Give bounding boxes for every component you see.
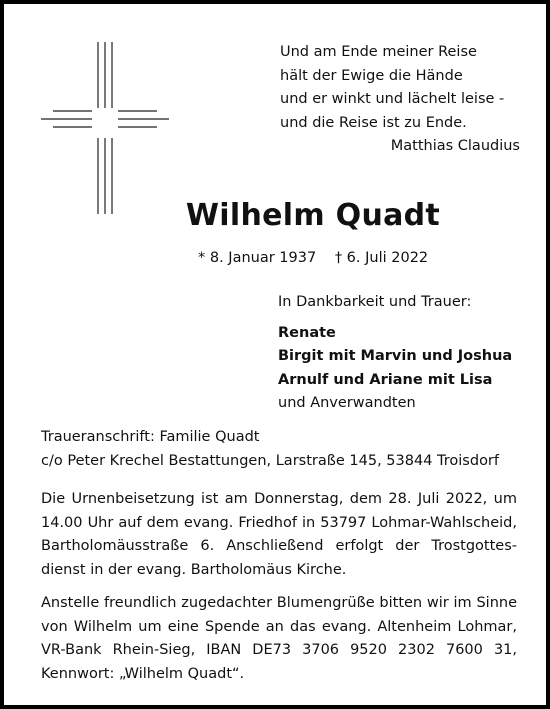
paragraph-line: dienst in der evang. Bartholomäus Kirche.: [41, 561, 347, 578]
paragraph-line: 14.00 Uhr auf dem evang. Friedhof in 53797 Lohmar-Wahlscheid,: [41, 514, 517, 531]
poem-line: Und am Ende meiner Reise: [280, 44, 477, 60]
paragraph-line: Kennwort: „Wilhelm Quadt“.: [41, 665, 245, 682]
paragraph-line: Anstelle freundlich zugedachter Blumengrüße bitten wir im Sinne: [41, 595, 517, 611]
mourner-name: Arnulf und Ariane mit Lisa: [278, 371, 493, 388]
poem-line: und er winkt und lächelt leise -: [280, 91, 505, 107]
mourner-name: Birgit mit Marvin und Joshua: [278, 348, 513, 364]
paragraph-line: von Wilhelm um eine Spende an das evang. Altenheim Lohmar,: [41, 618, 517, 635]
mourners-others: und Anverwandten: [278, 395, 416, 411]
cross-icon: [37, 42, 187, 214]
deceased-name: Wilhelm Quadt: [185, 198, 441, 233]
urn-burial-paragraph: [41, 488, 517, 582]
mourner-name: Renate: [278, 324, 336, 341]
poem: [280, 41, 520, 159]
death-date: † 6. Juli 2022: [334, 250, 429, 266]
birth-date: * 8. Januar 1937: [198, 250, 317, 266]
mourning-address: [41, 426, 499, 473]
address-line: Traueranschrift: Familie Quadt: [41, 429, 260, 445]
poem-line: hält der Ewige die Hände: [280, 67, 463, 84]
address-line: c/o Peter Krechel Bestattungen, Larstraße 145, 53844 Troisdorf: [41, 452, 500, 469]
poem-line: und die Reise ist zu Ende.: [280, 114, 467, 131]
mourners-intro: In Dankbarkeit und Trauer:: [278, 294, 472, 310]
paragraph-line: VR-Bank Rhein-Sieg, IBAN DE73 3706 9520 2302 7600 31,: [41, 642, 517, 658]
life-dates: [198, 250, 428, 266]
donation-paragraph: [41, 592, 517, 686]
poem-author: Matthias Claudius: [390, 138, 520, 154]
paragraph-line: Die Urnenbeisetzung ist am Donnerstag, dem 28. Juli 2022, um: [41, 491, 517, 507]
mourners-block: [278, 291, 512, 416]
paragraph-line: Bartholomäusstraße 6. Anschließend erfolgt der Trostgottes-: [41, 538, 517, 554]
